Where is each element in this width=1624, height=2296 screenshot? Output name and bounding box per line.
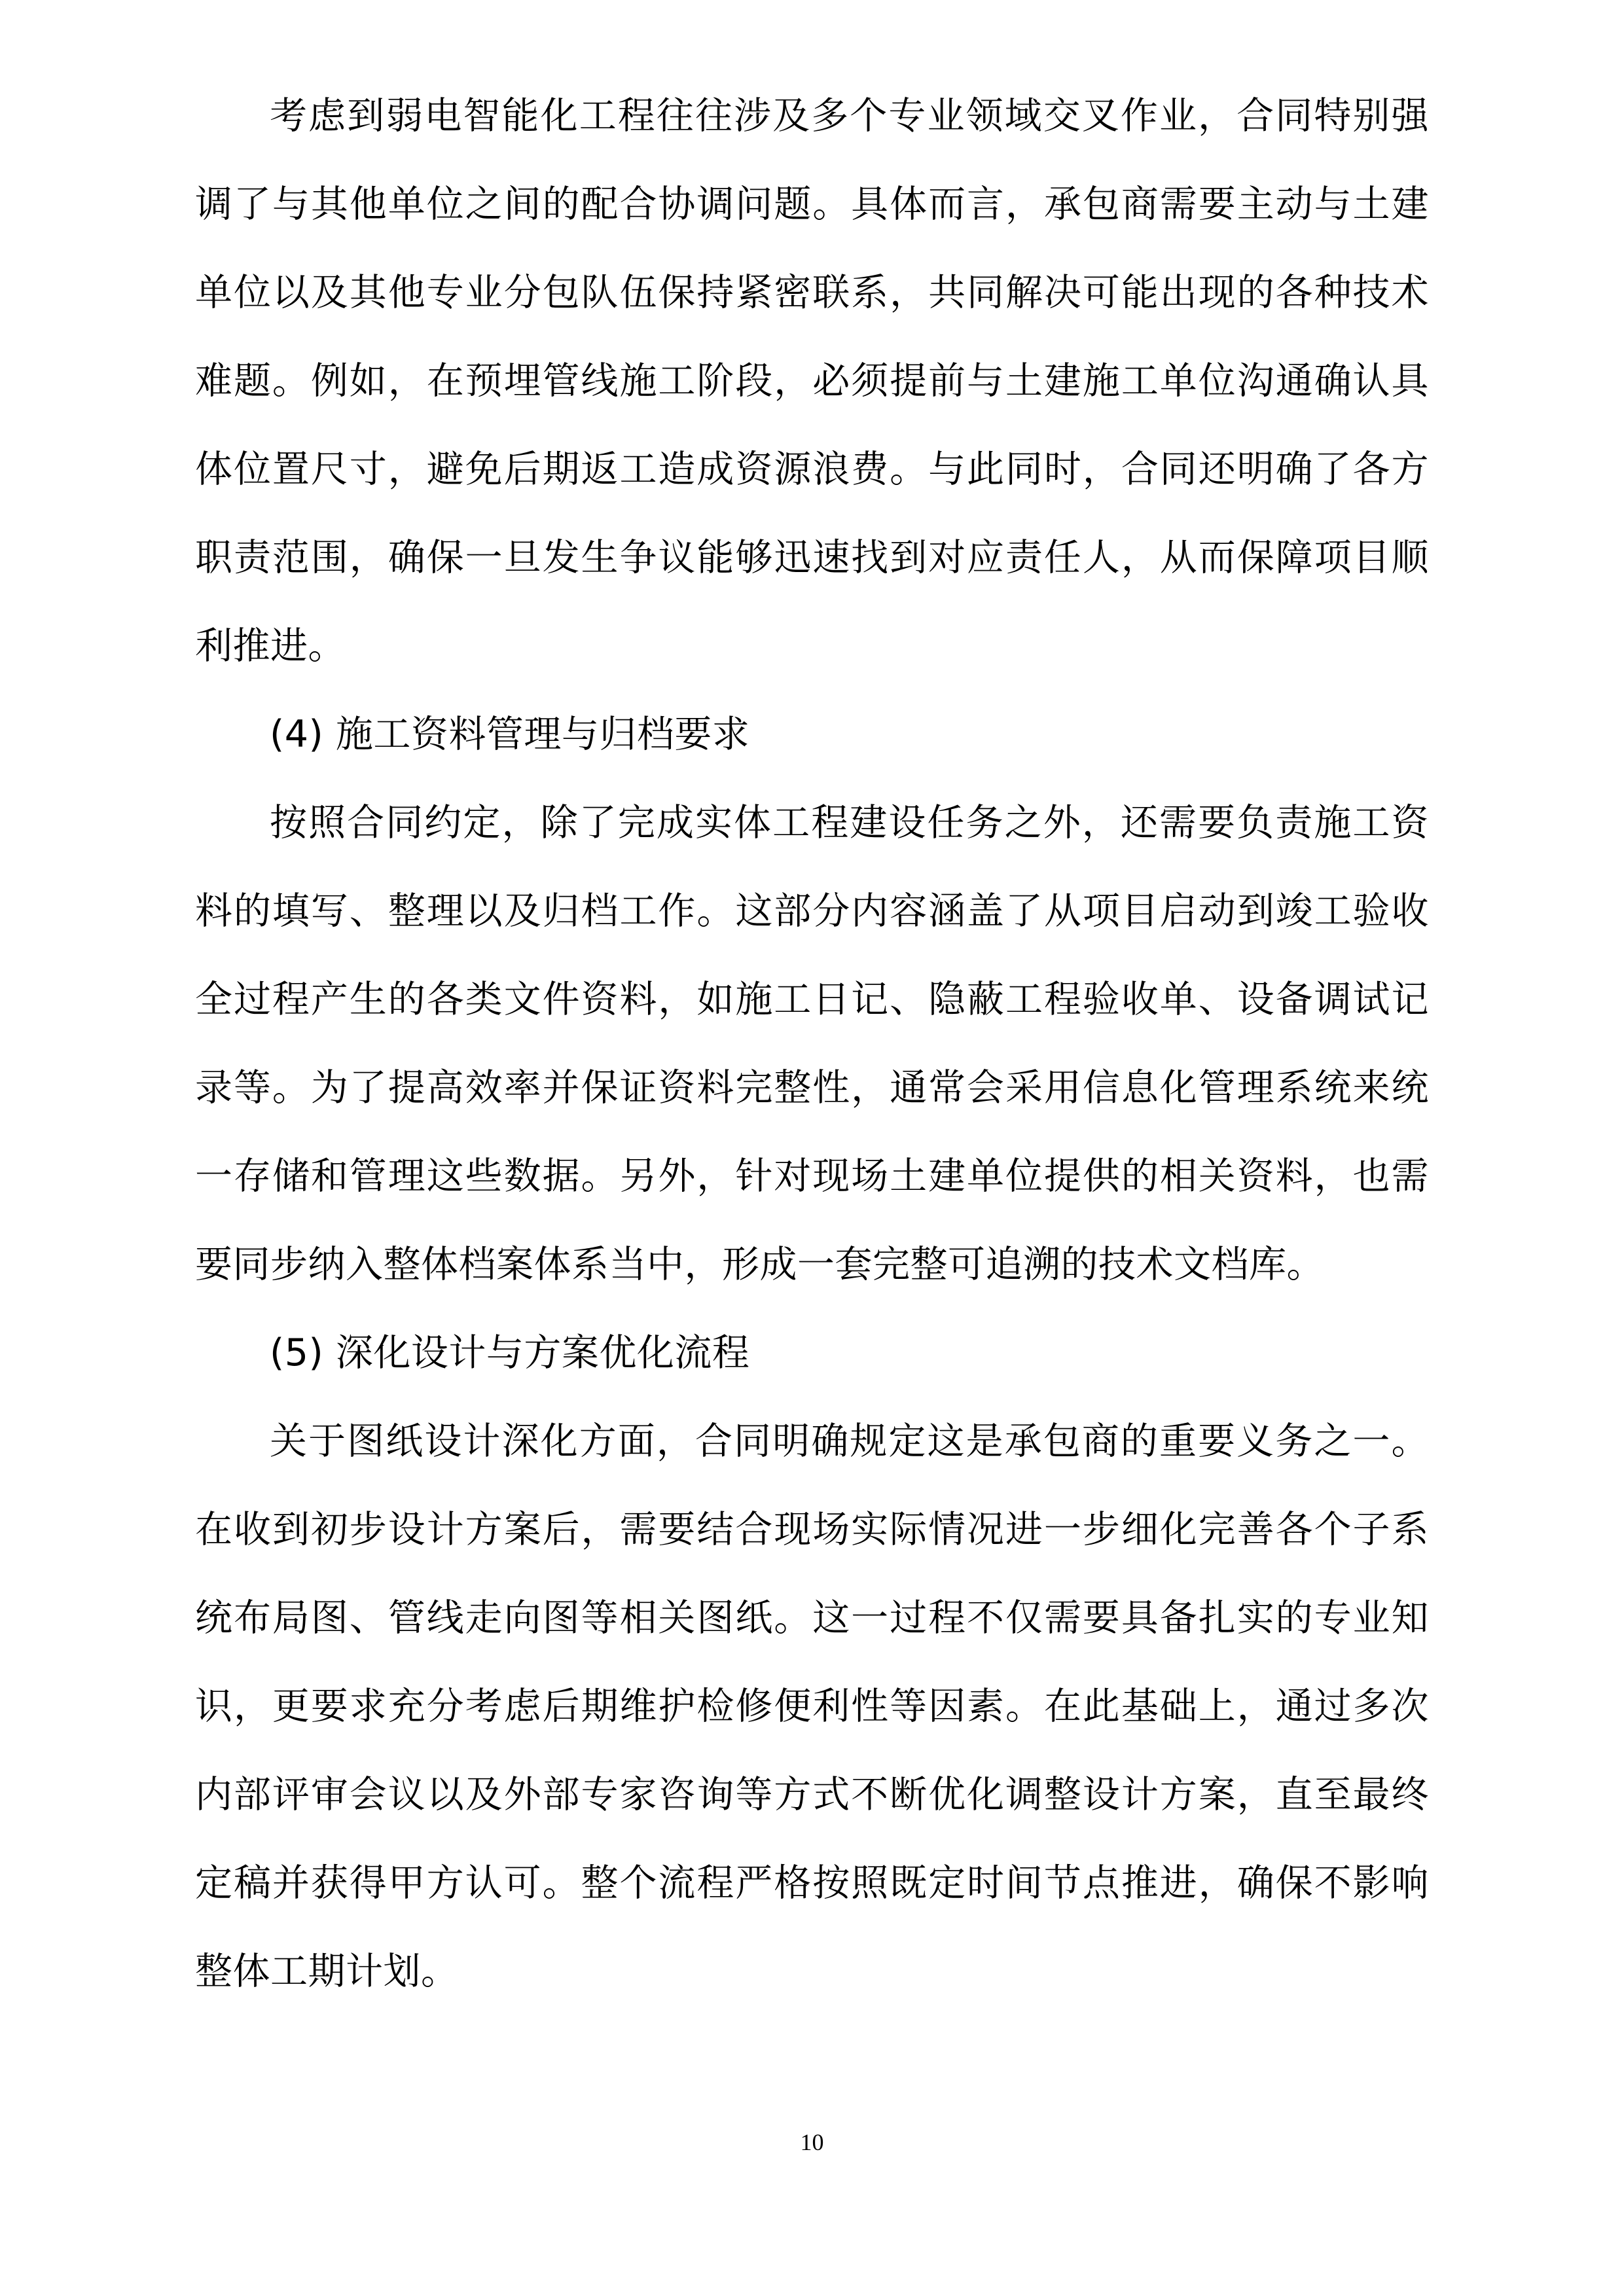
section-heading-5: (5) 深化设计与方案优化流程	[270, 1331, 750, 1374]
paragraph-design-optimization: 关于图纸设计深化方面，合同明确规定这是承包商的重要义务之一。在收到初步设计方案后，需要结合现场实际情况进一步细化完善各个子系统布局图、管线走向图等相关图纸。这一过程不仅需要具备扎实的专业知识，更要求充分考虑后期维护检修便利性等因素。在此基础上，通过多次内部评审会议以及外部专家咨询等方式不断优化调整设计方案，直至最终定稿并获得甲方认可。整个流程严格按照既定时间节点推进，确保不影响整体工期计划。	[195, 1420, 1429, 1993]
document-body	[195, 72, 1429, 2016]
section-heading-4: (4) 施工资料管理与归档要求	[270, 713, 750, 756]
paragraph-documentation: 按照合同约定，除了完成实体工程建设任务之外，还需要负责施工资料的填写、整理以及归档工作。这部分内容涵盖了从项目启动到竣工验收全过程产生的各类文件资料，如施工日记、隐蔽工程验收单、设备调试记录等。为了提高效率并保证资料完整性，通常会采用信息化管理系统来统一存储和管理这些数据。另外，针对现场土建单位提供的相关资料，也需要同步纳入整体档案体系当中，形成一套完整可追溯的技术文档库。	[195, 801, 1429, 1286]
paragraph-coordination: 考虑到弱电智能化工程往往涉及多个专业领域交叉作业，合同特别强调了与其他单位之间的配合协调问题。具体而言，承包商需要主动与土建单位以及其他专业分包队伍保持紧密联系，共同解决可能出现的各种技术难题。例如，在预埋管线施工阶段，必须提前与土建施工单位沟通确认具体位置尺寸，避免后期返工造成资源浪费。与此同时，合同还明确了各方职责范围，确保一旦发生争议能够迅速找到对应责任人，从而保障项目顺利推进。	[195, 94, 1429, 668]
page-number: 10	[800, 2129, 824, 2155]
